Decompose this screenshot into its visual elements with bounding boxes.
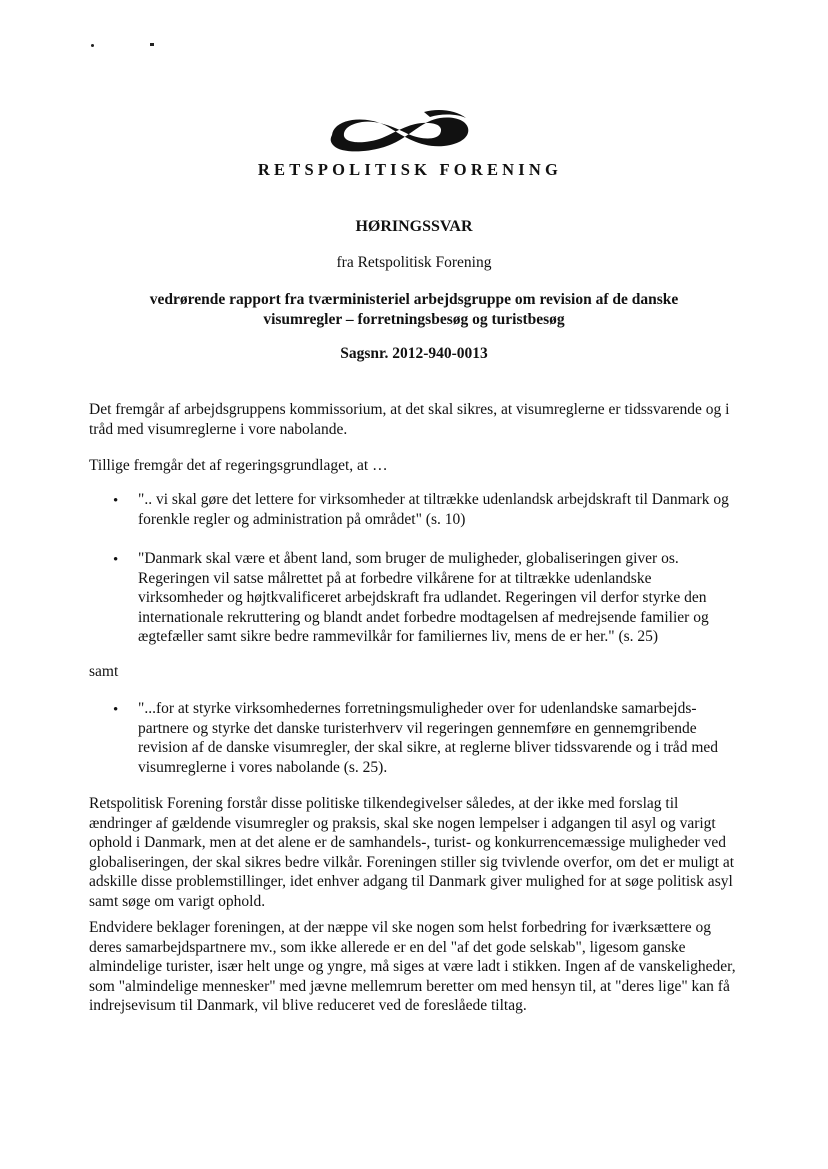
- subject-line: visumregler – forretningsbesøg og turistbesøg: [263, 311, 565, 328]
- body-paragraph: Endvidere beklager foreningen, at der næppe vil ske nogen som helst forbedring for iværksættere og deres samarbejdspartnere mv., som ikke allerede er en del "af det gode selskab", ligesom ganske almindelige turister, især helt unge og yngre, må siges at være ladt i stikken. Ingen af de vanskeligheder, som "almindelige mennesker" med jævne mellemrum beretter om med hensyn til, at "deres lige" kan få indrejsevisum til Danmark, vil blive reduceret ved de foreslåede tiltag.: [89, 919, 736, 1014]
- organization-name: RETSPOLITISK FORENING: [257, 160, 563, 179]
- body-paragraph: Retspolitisk Forening forstår disse politiske tilkendegivelser således, at der ikke med forslag til ændringer af gældende visumregler og praksis, skal ske nogen lempelser i adgangen til asyl og varigt ophold i Danmark, men at det alene er de samhandels-, turist- og konkurrencemæssige muligheder ved globaliseringen, der skal sikres bedre vilkår. Foreningen stiller sig tvivlende overfor, om det er muligt at adskille disse problemstillinger, idet enhver adgang til Danmark giver mulighed for at søge politisk asyl samt søge om varigt ophold.: [89, 795, 735, 910]
- bullet-marker: •: [113, 552, 119, 568]
- body-paragraph: Tillige fremgår det af regeringsgrundlaget, at …: [89, 457, 388, 474]
- bullet-quote: "...for at styrke virksomhedernes forretningsmuligheder over for udenlandske samarbejds-partnere og styrke det danske turisterhverv vil regeringen gennemføre en gennemgribende revision af de danske visumregler, der skal sikre, at reglerne bliver tidssvarende og i tråd med visumreglerne i vores nabolande (s. 25).: [138, 700, 719, 776]
- connector-text: samt: [89, 663, 119, 680]
- bullet-quote: "Danmark skal være et åbent land, som bruger de muligheder, globaliseringen giver os. Regeringen vil satse målrettet på at forbedre vilkårene for at tiltrække udenlandske virksomheder og højtkvalificeret arbejdskraft fra udlandet. Regeringen vil derfor styrke den internationale rekruttering og blandt andet forbedre modtagelsen af medrejsende familier og ægtefæller samt sikre bedre rammevilkår for familiernes liv, mens de er her." (s. 25): [138, 550, 709, 645]
- bullet-marker: •: [113, 493, 119, 509]
- subject-line: vedrørende rapport fra tværministeriel arbejdsgruppe om revision af de danske: [149, 291, 679, 308]
- bullet-quote: ".. vi skal gøre det lettere for virksomheder at tiltrække udenlandsk arbejdskraft til Danmark og forenkle regler og administration på området" (s. 10): [138, 491, 729, 528]
- bullet-marker: •: [113, 702, 119, 718]
- document-subject: [60, 290, 768, 330]
- case-number: Sagsnr. 2012-940-0013: [340, 345, 488, 362]
- body-paragraph: Det fremgår af arbejdsgruppens kommissorium, at det skal sikres, at visumreglerne er tidssvarende og i tråd med visumreglerne i vore nabolande.: [89, 401, 730, 438]
- document-sender: fra Retspolitisk Forening: [336, 254, 492, 271]
- infinity-logo-icon: [326, 108, 474, 158]
- scan-speck: [150, 43, 154, 46]
- scan-speck: [91, 44, 94, 47]
- document-title: HØRINGSSVAR: [355, 218, 473, 235]
